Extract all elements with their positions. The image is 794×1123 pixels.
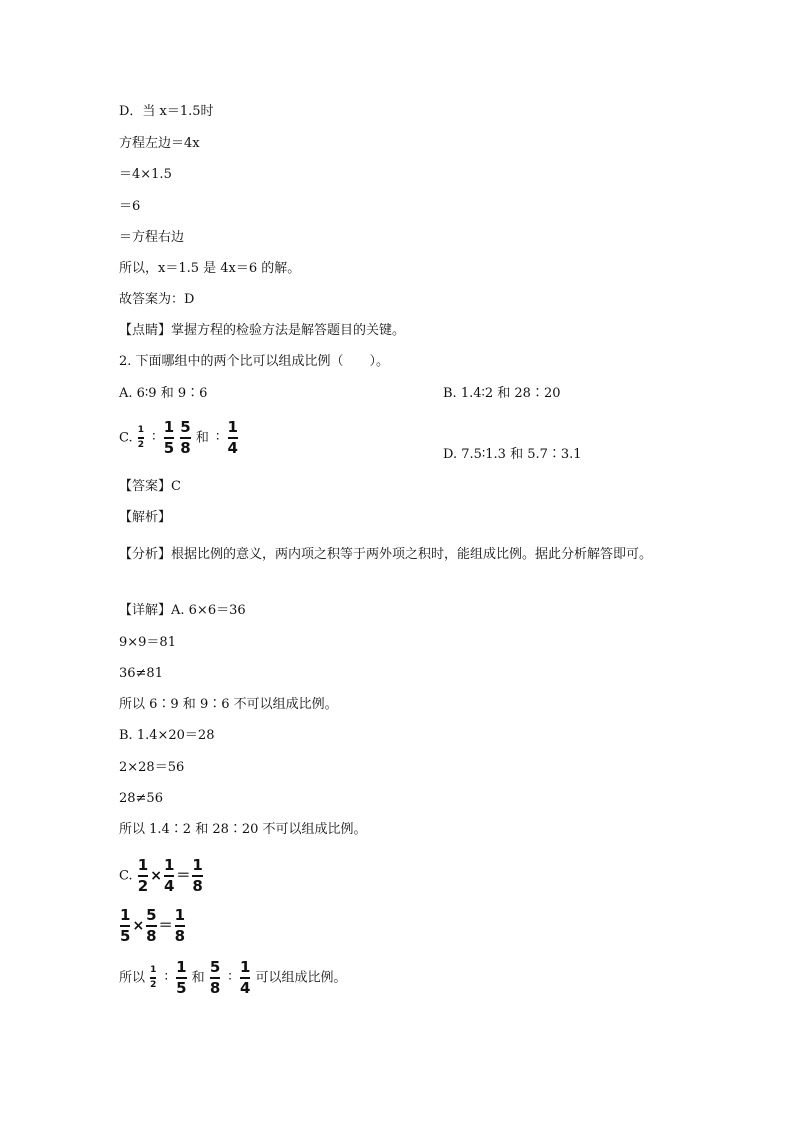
text-line: 9×9＝81 xyxy=(119,635,176,650)
text-line: ＝方程右边 xyxy=(119,230,185,245)
fraction-one-half: $\frac{1}{2}$ xyxy=(137,856,149,895)
fraction-one-eighth: $\frac{1}{8}$ xyxy=(174,906,186,945)
c-product-line-2 xyxy=(119,906,186,947)
text-line: B. 1.4×20＝28 xyxy=(119,728,215,743)
fraction-five-eighths: $\frac{5}{8}$ xyxy=(180,418,191,457)
text-line: 2×28＝56 xyxy=(119,760,185,775)
fraction-five-eighths: $\frac{5}{8}$ xyxy=(209,958,221,997)
tip-line: 【点睛】掌握方程的检验方法是解答题目的关键。 xyxy=(119,323,406,338)
ratio-colon: ∶ xyxy=(228,970,232,986)
c-product-line xyxy=(119,856,204,897)
and-word: 和 xyxy=(191,970,205,986)
times-sign: × xyxy=(132,918,145,934)
option-c xyxy=(119,420,239,456)
text-line: 28≠56 xyxy=(119,791,163,806)
fraction-one-half: $\frac{1}{2}$ xyxy=(137,425,145,450)
answer-line: 【答案】C xyxy=(119,479,181,494)
option-d: D. 7.5∶1.3 和 5.7∶3.1 xyxy=(443,447,582,462)
text-line: D．当 x＝1.5时 xyxy=(119,104,214,119)
ratio-colon: ∶ xyxy=(216,430,220,446)
detail-line: 【详解】A. 6×6＝36 xyxy=(119,603,246,618)
text-line: 方程左边＝4x xyxy=(119,136,200,151)
text-line: 所以，x＝1.5 是 4x＝6 的解。 xyxy=(119,261,301,276)
analysis-heading: 【解析】 xyxy=(119,510,172,525)
text-line: 故答案为：D xyxy=(119,292,195,307)
option-b: B. 1.4∶2 和 28∶20 xyxy=(443,386,561,401)
fraction-one-fifth: $\frac{1}{5}$ xyxy=(176,958,187,997)
conclusion-suffix: 可以组成比例。 xyxy=(255,970,347,986)
and-word: 和 xyxy=(195,430,209,446)
c-label: C. xyxy=(119,868,133,884)
equals-sign: ＝ xyxy=(176,868,191,884)
fraction-one-quarter: $\frac{1}{4}$ xyxy=(239,958,251,997)
ratio-colon: ∶ xyxy=(164,970,168,986)
text-line: ＝4×1.5 xyxy=(119,167,172,182)
equals-sign: ＝ xyxy=(158,918,173,934)
fraction-one-fifth: $\frac{1}{5}$ xyxy=(163,418,175,457)
fraction-five-eighths: $\frac{5}{8}$ xyxy=(146,906,157,945)
option-c-label: C. xyxy=(119,430,133,446)
ratio-colon: ∶ xyxy=(152,430,156,446)
conclusion-line xyxy=(119,960,347,996)
fraction-one-half: $\frac{1}{2}$ xyxy=(150,965,157,990)
fraction-one-fifth: $\frac{1}{5}$ xyxy=(120,906,131,945)
text-line: 36≠81 xyxy=(119,666,163,681)
text-line: 所以 1.4∶2 和 28∶20 不可以组成比例。 xyxy=(119,822,367,837)
fraction-one-quarter: $\frac{1}{4}$ xyxy=(227,418,238,457)
times-sign: × xyxy=(150,868,162,884)
text-line: 所以 6∶9 和 9∶6 不可以组成比例。 xyxy=(119,697,338,712)
analysis-text: 【分析】根据比例的意义，两内项之积等于两外项之积时，能组成比例。据此分析解答即可。 xyxy=(119,547,653,562)
conclusion-prefix: 所以 xyxy=(119,970,146,986)
question-title: 2. 下面哪组中的两个比可以组成比例（ ）。 xyxy=(119,354,390,369)
fraction-one-eighth: $\frac{1}{8}$ xyxy=(192,856,203,895)
text-line: ＝6 xyxy=(119,199,141,214)
fraction-one-quarter: $\frac{1}{4}$ xyxy=(163,856,175,895)
option-a: A. 6∶9 和 9∶6 xyxy=(119,386,208,401)
